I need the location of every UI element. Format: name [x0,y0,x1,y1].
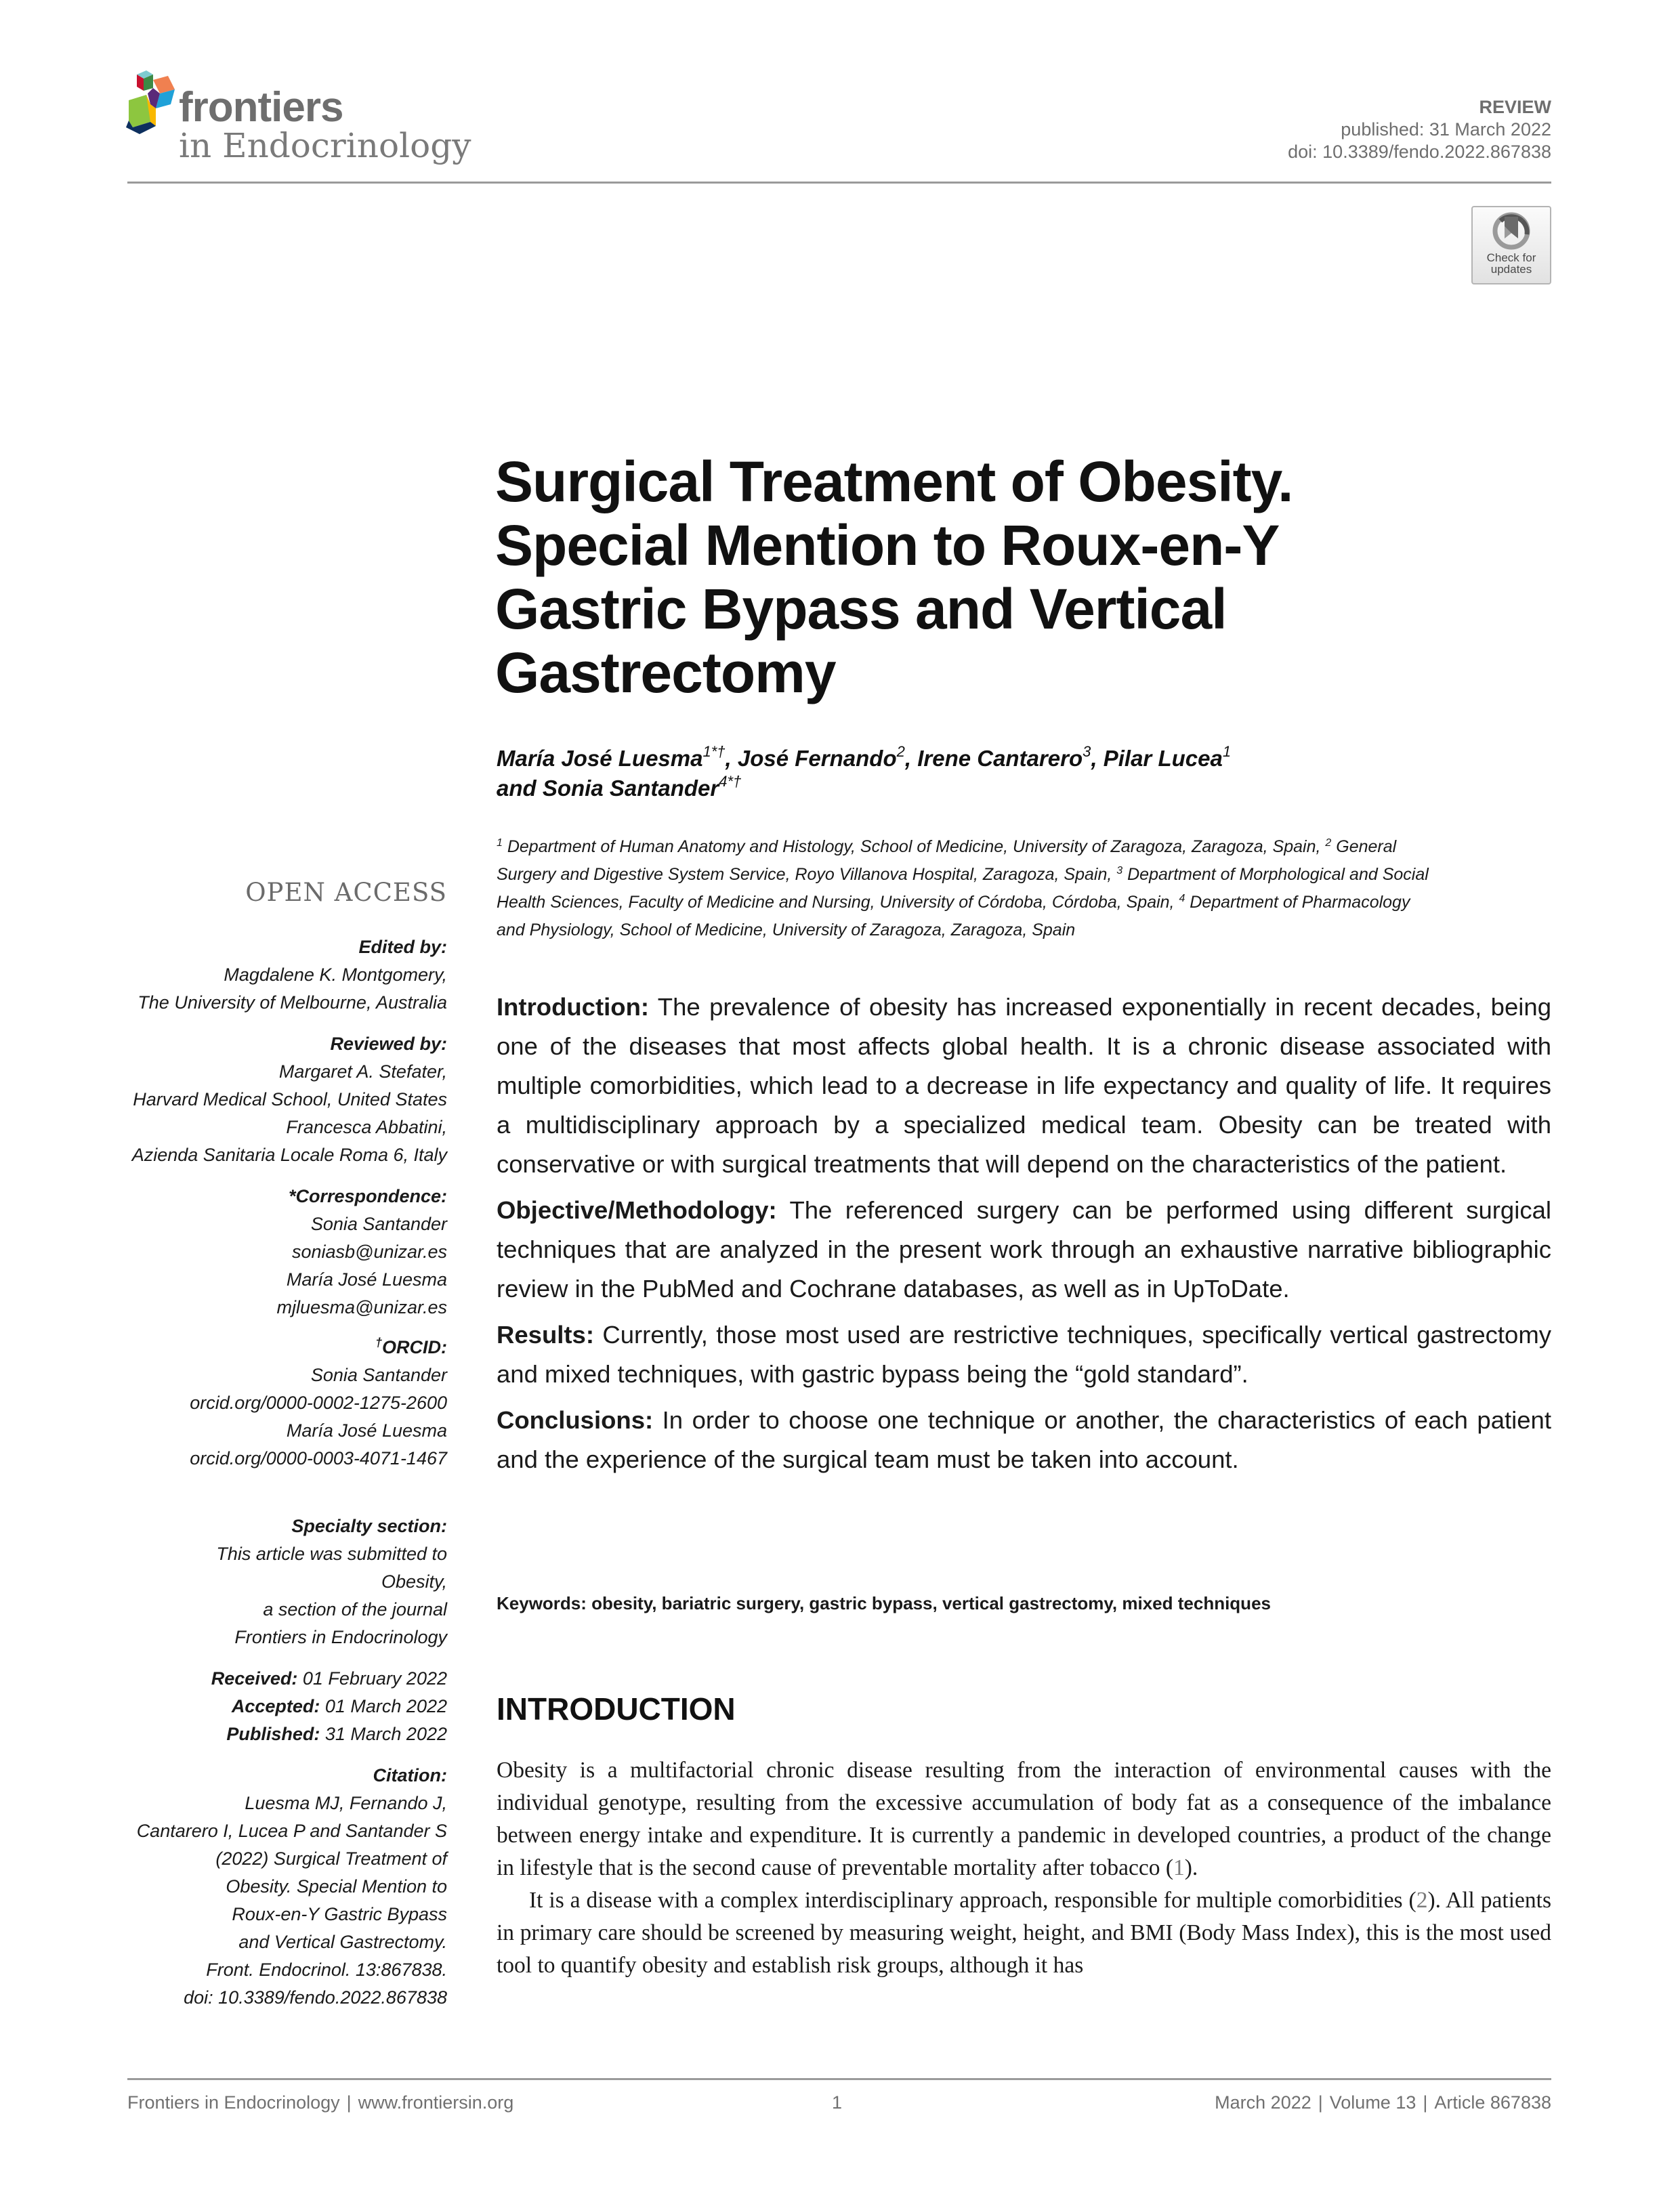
reference-link[interactable]: 2 [1416,1888,1428,1913]
orcid-author-name: Sonia Santander [310,1365,447,1385]
affiliation-text: Department of Morphological and Social [1122,865,1429,884]
footer-journal: Frontiers in Endocrinology [127,2092,340,2113]
footer-volume: Volume 13 [1329,2092,1416,2113]
body-paragraph [497,1884,1551,1982]
author-name[interactable]: Pilar Lucea [1103,746,1223,771]
citation-line: (2022) Surgical Treatment of [215,1848,447,1869]
accepted-label: Accepted: [231,1696,320,1716]
affiliation-text: Surgery and Digestive System Service, Royo Villanova Hospital, Zaragoza, Spain, [497,865,1117,884]
abstract-section-label: Conclusions: [497,1406,654,1434]
body-text [497,1754,1551,1982]
footer-separator: | [1318,2092,1323,2113]
abstract-section-text: The referenced surgery can be performed using different surgical techniques that are analyzed in the present work through an exhaustive narrative bibliographic review in the PubMed and Cochrane databases, as well as in UpToDate. [497,1196,1551,1303]
header-divider [127,182,1551,184]
orcid-author-name: María José Luesma [286,1420,447,1441]
affiliation-marker: 4 [1179,893,1185,904]
check-for-updates-button[interactable] [1471,206,1551,284]
citation-line: and Vertical Gastrectomy. [238,1932,447,1952]
dagger-marker: † [375,1336,382,1349]
citation-line: Obesity. Special Mention to [226,1876,447,1897]
abstract-section-label: Introduction: [497,993,650,1021]
check-updates-line2: updates [1490,263,1532,276]
correspondent-name: María José Luesma [286,1269,447,1290]
footer-article-number: Article 867838 [1434,2092,1551,2113]
journal-name: in Endocrinology [179,126,471,165]
section-heading: INTRODUCTION [497,1691,736,1727]
abstract-section-label: Objective/Methodology: [497,1196,777,1224]
editor-name: Magdalene K. Montgomery, [224,965,447,985]
citation-doi[interactable]: doi: 10.3389/fendo.2022.867838 [184,1987,447,2008]
citation-line: Roux-en-Y Gastric Bypass [232,1904,447,1924]
footer-divider [127,2078,1551,2080]
affiliation-text: General [1331,837,1397,856]
paragraph-text: ). All patients in primary care should be screened by measuring weight, height, and BMI (Body Mass Index), this is the most used tool to quantify obesity and establish risk groups, although it has [497,1888,1551,1978]
orcid-label: ORCID: [382,1337,447,1357]
published-date: published: 31 March 2022 [1341,119,1551,140]
citation-label: Citation: [373,1765,447,1785]
citation-line: Front. Endocrinol. 13:867838. [206,1960,447,1980]
reviewer-name: Margaret A. Stefater, [278,1061,447,1082]
article-title [495,450,1511,704]
title-line: Surgical Treatment of Obesity. [495,450,1293,513]
author-list [497,744,1553,803]
title-line: Gastric Bypass and Vertical [495,577,1227,641]
reviewer-name: Francesca Abbatini, [286,1117,447,1137]
affiliation-text: Health Sciences, Faculty of Medicine and Nursing, University of Córdoba, Córdoba, Spain, [497,893,1179,912]
page-number: 1 [832,2092,843,2113]
title-line: Gastrectomy [495,641,836,704]
author-name[interactable]: Irene Cantarero [917,746,1083,771]
abstract-results [497,1315,1551,1394]
bookmark-check-icon [1492,211,1531,251]
reference-link[interactable]: 1 [1173,1855,1185,1880]
author-affiliation-marker: 1 [1222,743,1232,760]
abstract-section-text: In order to choose one technique or another, the characteristics of each patient and the experience of the surgical team must be taken into account. [497,1406,1551,1473]
keywords: Keywords: obesity, bariatric surgery, gastric bypass, vertical gastrectomy, mixed techniques [497,1593,1271,1613]
specialty-section-label: Specialty section: [291,1516,447,1536]
author-separator: , [725,746,738,771]
abstract-introduction [497,988,1551,1184]
author-separator: , [1091,746,1104,771]
author-name[interactable]: Sonia Santander [542,776,719,801]
reviewer-affiliation: Azienda Sanitaria Locale Roma 6, Italy [131,1145,447,1165]
received-value: 01 February 2022 [297,1668,447,1689]
author-affiliation-marker: 4*† [719,773,742,790]
citation-line: Luesma MJ, Fernando J, [245,1793,447,1813]
abstract-conclusions [497,1401,1551,1479]
affiliation-marker: 2 [1325,837,1332,849]
abstract-section-text: The prevalence of obesity has increased exponentially in recent decades, being one of the diseases that most affects global health. It is a chronic disease associated with multiple comorbidities, which lead to a decrease in life expectancy and quality of life. It requires a multidisciplinary approach by a specialized medical team. Obesity can be treated with conservative or with surgical treatments that will depend on the characteristics of the patient. [497,993,1551,1178]
correspondence-label: *Correspondence: [288,1186,447,1206]
published-label: Published: [226,1724,320,1744]
paragraph-text: ). [1184,1855,1198,1880]
footer-date: March 2022 [1215,2092,1311,2113]
specialty-text: a section of the journal [263,1599,447,1620]
author-affiliation-marker: 2 [896,743,905,760]
specialty-text: Obesity, [381,1571,447,1592]
affiliation-line [497,889,1553,916]
paragraph-text: It is a disease with a complex interdisciplinary approach, responsible for multiple comorbidities ( [529,1888,1416,1913]
orcid-link[interactable]: orcid.org/0000-0003-4071-1467 [190,1448,447,1468]
orcid-link[interactable]: orcid.org/0000-0002-1275-2600 [190,1393,447,1413]
affiliation-text: and Physiology, School of Medicine, University of Zaragoza, Zaragoza, Spain [497,921,1076,939]
footer-separator: | [1423,2092,1428,2113]
affiliation-line [497,861,1553,889]
correspondent-email[interactable]: mjluesma@unizar.es [276,1297,447,1317]
abstract-objective [497,1191,1551,1309]
body-paragraph [497,1754,1551,1884]
footer-website-link[interactable]: www.frontiersin.org [358,2092,514,2113]
abstract-section-label: Results: [497,1321,595,1349]
abstract-section-text: Currently, those most used are restrictive techniques, specifically vertical gastrectomy and mixed techniques, with gastric bypass being the “gold standard”. [497,1321,1551,1388]
reviewer-affiliation: Harvard Medical School, United States [133,1089,447,1109]
affiliation-marker: 3 [1116,865,1123,876]
accepted-value: 01 March 2022 [320,1696,447,1716]
article-meta [1288,96,1551,163]
affiliation-text: Department of Human Anatomy and Histology, School of Medicine, University of Zaragoza, Zaragoza, Spain, [502,837,1326,856]
title-line: Special Mention to Roux-en-Y [495,513,1280,577]
published-date-sidebar [226,1720,447,1748]
abstract [497,988,1551,1486]
article-type: REVIEW [1479,97,1551,117]
received-label: Received: [211,1668,298,1689]
article-doi[interactable]: doi: 10.3389/fendo.2022.867838 [1288,142,1551,162]
accepted-date [232,1693,447,1720]
published-value: 31 March 2022 [320,1724,447,1744]
author-name[interactable]: José Fernando [737,746,897,771]
received-date [211,1665,447,1693]
affiliations [497,833,1553,944]
editor-affiliation: The University of Melbourne, Australia [138,992,447,1013]
footer-separator: | [346,2092,352,2113]
author-affiliation-marker: 1*† [702,743,726,760]
affiliation-line [497,833,1553,861]
paragraph-text: Obesity is a multifactorial chronic disease resulting from the interaction of environmental causes with the individual genotype, resulting from the excessive accumulation of body fat as a consequence of the imbalance between energy intake and expenditure. It is currently a pandemic in developed countries, a product of the change in lifestyle that is the second cause of preventable mortality after tobacco ( [497,1758,1551,1880]
page-footer [127,2090,1551,2115]
correspondent-email[interactable]: soniasb@unizar.es [291,1242,447,1262]
citation-line: Cantarero I, Lucea P and Santander S [136,1821,447,1841]
check-updates-line1: Check for [1486,251,1536,264]
author-affiliation-marker: 3 [1083,743,1091,760]
author-name[interactable]: María José Luesma [497,746,703,771]
journal-logo[interactable] [126,70,505,172]
affiliation-marker: 1 [497,837,503,849]
edited-by-label: Edited by: [358,937,447,957]
orcid-heading [375,1334,447,1361]
open-access-label: OPEN ACCESS [245,878,447,907]
author-separator: , [904,746,918,771]
specialty-text: This article was submitted to [216,1544,447,1564]
specialty-text: Frontiers in Endocrinology [234,1627,447,1647]
frontiers-cube-logo-icon [126,70,180,135]
author-conjunction: and [497,776,543,801]
affiliation-text: Department of Pharmacology [1185,893,1410,912]
journal-brand: frontiers [179,84,343,131]
reviewed-by-label: Reviewed by: [330,1034,447,1054]
check-updates-label [1473,252,1550,275]
correspondent-name: Sonia Santander [310,1214,447,1234]
affiliation-line [497,916,1553,944]
